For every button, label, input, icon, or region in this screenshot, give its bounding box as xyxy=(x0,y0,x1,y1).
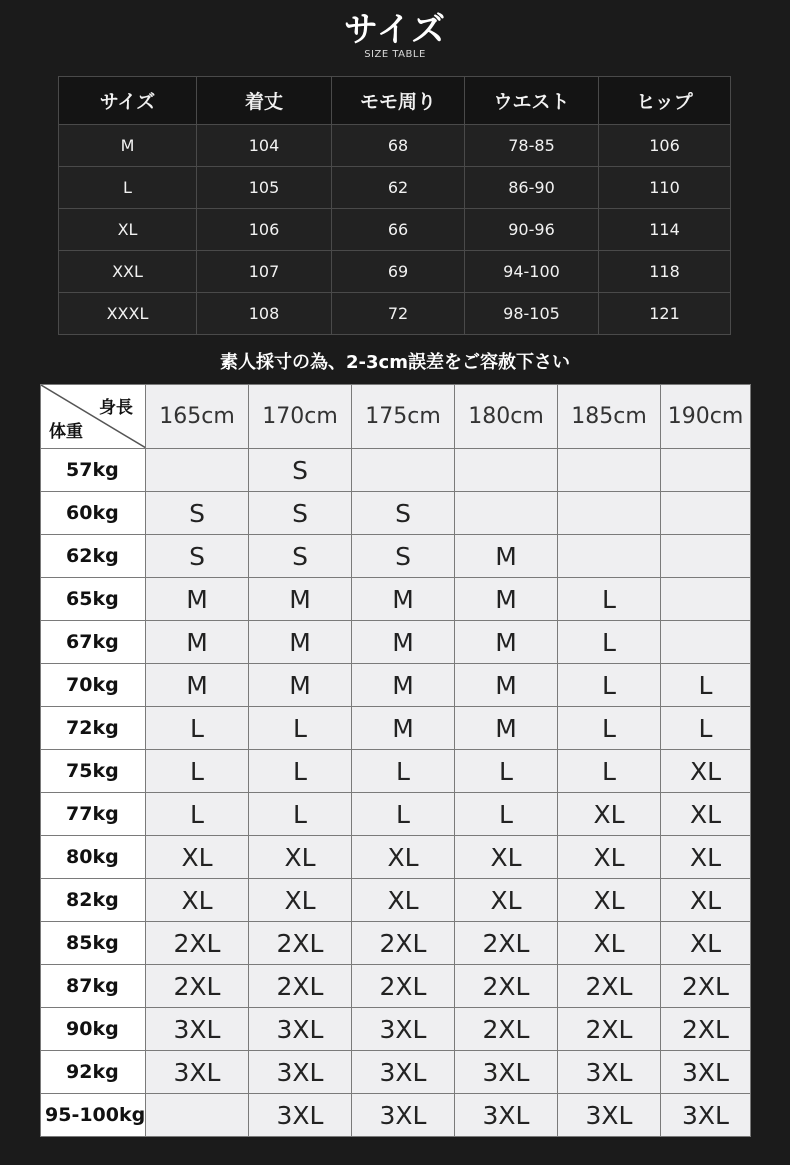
size-cell: XL xyxy=(661,836,751,879)
size-table-cell-size: XXL xyxy=(59,251,197,293)
weight-label: 75kg xyxy=(41,750,146,793)
chart-row xyxy=(41,1094,751,1137)
height-header: 165cm xyxy=(146,385,249,449)
size-table-cell-size: XL xyxy=(59,209,197,251)
column-header-thigh: モモ周り xyxy=(332,77,465,125)
size-cell: XL xyxy=(661,922,751,965)
size-table-cell-thigh: 66 xyxy=(332,209,465,251)
size-cell: S xyxy=(249,492,352,535)
size-cell: L xyxy=(455,750,558,793)
size-table-cell-hip: 121 xyxy=(599,293,731,335)
weight-label: 85kg xyxy=(41,922,146,965)
size-table-cell-thigh: 72 xyxy=(332,293,465,335)
size-cell: M xyxy=(455,664,558,707)
size-cell xyxy=(661,449,751,492)
size-table-row xyxy=(59,293,731,335)
size-cell: 2XL xyxy=(455,965,558,1008)
weight-label: 57kg xyxy=(41,449,146,492)
weight-label: 90kg xyxy=(41,1008,146,1051)
size-cell: 3XL xyxy=(249,1008,352,1051)
size-cell: S xyxy=(249,449,352,492)
size-cell: L xyxy=(661,707,751,750)
weight-label: 70kg xyxy=(41,664,146,707)
weight-label: 72kg xyxy=(41,707,146,750)
size-cell: S xyxy=(352,535,455,578)
chart-row xyxy=(41,449,751,492)
weight-label: 92kg xyxy=(41,1051,146,1094)
size-cell: 3XL xyxy=(661,1094,751,1137)
size-cell: 2XL xyxy=(146,965,249,1008)
weight-label: 80kg xyxy=(41,836,146,879)
chart-row xyxy=(41,879,751,922)
chart-row xyxy=(41,793,751,836)
chart-corner-cell xyxy=(41,385,146,449)
height-weight-size-chart xyxy=(40,384,751,1137)
size-cell: 2XL xyxy=(352,965,455,1008)
size-table-cell-size: L xyxy=(59,167,197,209)
measurement-note: 素人採寸の為、2-3cm誤差をご容赦下さい xyxy=(220,352,570,373)
size-table-row xyxy=(59,209,731,251)
size-cell: M xyxy=(249,664,352,707)
size-cell: L xyxy=(455,793,558,836)
chart-row xyxy=(41,836,751,879)
size-cell: 2XL xyxy=(455,922,558,965)
chart-header-row xyxy=(41,385,751,449)
size-cell: M xyxy=(455,621,558,664)
size-cell: XL xyxy=(352,836,455,879)
size-cell: M xyxy=(146,621,249,664)
size-cell: L xyxy=(249,793,352,836)
size-table-cell-length: 108 xyxy=(197,293,332,335)
size-cell: XL xyxy=(558,836,661,879)
size-table-cell-hip: 110 xyxy=(599,167,731,209)
size-table-cell-waist: 78-85 xyxy=(465,125,599,167)
size-cell: L xyxy=(146,793,249,836)
size-cell: L xyxy=(558,578,661,621)
size-cell: L xyxy=(558,707,661,750)
size-cell: XL xyxy=(558,793,661,836)
size-cell: 3XL xyxy=(455,1094,558,1137)
size-table-cell-size: M xyxy=(59,125,197,167)
weight-label: 60kg xyxy=(41,492,146,535)
size-cell: S xyxy=(146,492,249,535)
size-cell: L xyxy=(558,664,661,707)
size-cell: 3XL xyxy=(249,1094,352,1137)
size-cell: XL xyxy=(558,922,661,965)
size-cell: L xyxy=(146,707,249,750)
size-table-cell-length: 106 xyxy=(197,209,332,251)
size-cell xyxy=(661,492,751,535)
size-cell: 2XL xyxy=(661,965,751,1008)
size-table-cell-hip: 114 xyxy=(599,209,731,251)
height-header: 190cm xyxy=(661,385,751,449)
size-table-cell-size: XXXL xyxy=(59,293,197,335)
size-measurement-table xyxy=(58,76,731,335)
weight-label: 67kg xyxy=(41,621,146,664)
size-cell xyxy=(146,449,249,492)
size-table-cell-waist: 94-100 xyxy=(465,251,599,293)
column-header-size: サイズ xyxy=(59,77,197,125)
size-cell: 3XL xyxy=(352,1008,455,1051)
size-cell: 2XL xyxy=(558,1008,661,1051)
column-header-length: 着丈 xyxy=(197,77,332,125)
size-table-header-row xyxy=(59,77,731,125)
chart-row xyxy=(41,578,751,621)
size-cell: 3XL xyxy=(455,1051,558,1094)
size-cell: 3XL xyxy=(146,1051,249,1094)
chart-row xyxy=(41,1051,751,1094)
size-cell: 2XL xyxy=(249,922,352,965)
size-cell: 3XL xyxy=(352,1051,455,1094)
size-cell: 2XL xyxy=(352,922,455,965)
weight-label: 87kg xyxy=(41,965,146,1008)
size-cell: XL xyxy=(661,879,751,922)
size-cell: L xyxy=(352,793,455,836)
height-header: 180cm xyxy=(455,385,558,449)
column-header-hip: ヒップ xyxy=(599,77,731,125)
size-cell: XL xyxy=(249,836,352,879)
page-subtitle: SIZE TABLE xyxy=(364,49,426,60)
size-cell: M xyxy=(249,621,352,664)
size-cell: 2XL xyxy=(146,922,249,965)
weight-label: 77kg xyxy=(41,793,146,836)
size-cell xyxy=(661,535,751,578)
size-cell: S xyxy=(249,535,352,578)
column-header-waist: ウエスト xyxy=(465,77,599,125)
size-cell: XL xyxy=(249,879,352,922)
size-cell: 3XL xyxy=(352,1094,455,1137)
chart-row xyxy=(41,965,751,1008)
chart-row xyxy=(41,492,751,535)
size-cell: XL xyxy=(146,836,249,879)
weight-label: 82kg xyxy=(41,879,146,922)
size-table-cell-length: 105 xyxy=(197,167,332,209)
size-table-row xyxy=(59,125,731,167)
size-cell xyxy=(558,535,661,578)
height-header: 170cm xyxy=(249,385,352,449)
size-table-cell-hip: 106 xyxy=(599,125,731,167)
size-cell: M xyxy=(455,578,558,621)
height-header: 175cm xyxy=(352,385,455,449)
chart-row xyxy=(41,664,751,707)
chart-row xyxy=(41,621,751,664)
size-cell: 3XL xyxy=(249,1051,352,1094)
size-cell: 2XL xyxy=(558,965,661,1008)
size-cell: L xyxy=(558,750,661,793)
size-cell xyxy=(352,449,455,492)
size-cell: L xyxy=(352,750,455,793)
size-cell: M xyxy=(352,578,455,621)
size-table-cell-waist: 90-96 xyxy=(465,209,599,251)
size-table-cell-hip: 118 xyxy=(599,251,731,293)
chart-row xyxy=(41,1008,751,1051)
size-cell: M xyxy=(146,578,249,621)
size-table-cell-waist: 98-105 xyxy=(465,293,599,335)
size-cell: XL xyxy=(146,879,249,922)
size-cell: 3XL xyxy=(558,1051,661,1094)
size-cell: M xyxy=(455,707,558,750)
chart-row xyxy=(41,922,751,965)
size-cell: M xyxy=(146,664,249,707)
size-cell: XL xyxy=(661,793,751,836)
size-cell: L xyxy=(558,621,661,664)
height-axis-label: 身長 xyxy=(99,398,133,418)
size-cell: 2XL xyxy=(661,1008,751,1051)
size-cell: XL xyxy=(352,879,455,922)
size-cell: L xyxy=(249,707,352,750)
chart-row xyxy=(41,707,751,750)
size-cell: XL xyxy=(661,750,751,793)
weight-label: 65kg xyxy=(41,578,146,621)
size-cell: 3XL xyxy=(558,1094,661,1137)
size-cell: M xyxy=(455,535,558,578)
chart-row xyxy=(41,535,751,578)
size-table-cell-thigh: 69 xyxy=(332,251,465,293)
size-table-cell-length: 104 xyxy=(197,125,332,167)
size-cell xyxy=(455,449,558,492)
weight-label: 62kg xyxy=(41,535,146,578)
size-cell: M xyxy=(249,578,352,621)
size-cell: M xyxy=(352,621,455,664)
size-cell: XL xyxy=(558,879,661,922)
size-cell: 2XL xyxy=(249,965,352,1008)
size-cell: 3XL xyxy=(146,1008,249,1051)
size-table-row xyxy=(59,167,731,209)
size-cell: 2XL xyxy=(455,1008,558,1051)
size-cell: XL xyxy=(455,836,558,879)
size-cell xyxy=(661,621,751,664)
weight-label: 95-100kg xyxy=(41,1094,146,1137)
size-cell: S xyxy=(352,492,455,535)
height-header: 185cm xyxy=(558,385,661,449)
size-cell xyxy=(558,449,661,492)
size-table-row xyxy=(59,251,731,293)
size-cell: L xyxy=(146,750,249,793)
size-cell: L xyxy=(249,750,352,793)
size-table-cell-thigh: 68 xyxy=(332,125,465,167)
size-table-cell-waist: 86-90 xyxy=(465,167,599,209)
page-title: サイズ xyxy=(343,10,447,50)
size-cell xyxy=(558,492,661,535)
size-cell: XL xyxy=(455,879,558,922)
size-table-cell-thigh: 62 xyxy=(332,167,465,209)
size-cell: 3XL xyxy=(661,1051,751,1094)
size-cell: M xyxy=(352,664,455,707)
size-cell: M xyxy=(352,707,455,750)
chart-row xyxy=(41,750,751,793)
size-cell: S xyxy=(146,535,249,578)
size-cell: L xyxy=(661,664,751,707)
size-cell xyxy=(455,492,558,535)
size-cell xyxy=(146,1094,249,1137)
size-cell xyxy=(661,578,751,621)
size-table-cell-length: 107 xyxy=(197,251,332,293)
weight-axis-label: 体重 xyxy=(49,422,83,442)
